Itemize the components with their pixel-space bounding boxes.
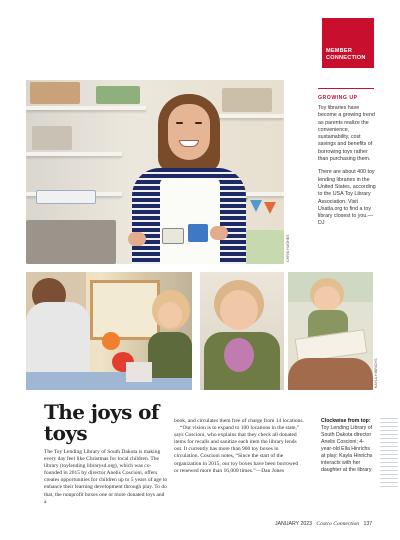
- section-tab: [322, 18, 374, 68]
- photo-children-playing: [26, 272, 192, 390]
- hero-photo: [26, 80, 284, 264]
- photo-girl-with-doll: [200, 272, 284, 390]
- article-col2-p1: book, and circulates them free of charge from 14 locations.: [174, 418, 304, 424]
- section-tab-line1: MEMBER: [326, 48, 353, 54]
- sidebar-paragraph-2: There are about 400 toy lending libraries in the United States, according to the USA Toy Library Association. Visit Usatla.org to find a toy library closest to you.—DJ: [318, 169, 376, 227]
- page-folio: [275, 521, 372, 527]
- photo-caption: [321, 418, 375, 474]
- decorative-hatch: [380, 418, 398, 488]
- caption-body: Toy Lending Library of South Dakota director Anelis Coscioni; 4-year-old Ella Hinrichs at play; Kayla Hinrichs interacts with her daughter at the library.: [321, 425, 373, 473]
- photo-mother-and-daughter: [288, 272, 373, 390]
- section-tab-line2: CONNECTION: [326, 55, 366, 61]
- folio-magazine: Costco Connection: [316, 521, 360, 527]
- article-column-1: [44, 449, 168, 506]
- director-portrait: [114, 94, 254, 264]
- article-column-2: [174, 418, 304, 475]
- folio-page-number: 137: [363, 521, 373, 527]
- caption-lead: Clockwise from top:: [321, 418, 371, 424]
- article-title: The joys of toys: [44, 400, 159, 445]
- sidebar-kicker: GROWING UP: [318, 95, 358, 101]
- photo-credit-hero: CHRIS HUGHES: [286, 234, 290, 262]
- sidebar-rule: [318, 88, 374, 89]
- sidebar-paragraph-1: Toy libraries have become a growing trend as parents realize the convenience, sustainability, cost savings and benefits of borrowing toys rather than purchasing them.: [318, 105, 375, 163]
- sidebar-growing-up: [318, 88, 376, 234]
- folio-date: JANUARY 2023: [275, 521, 313, 527]
- photo-credit-strip: KAYLA HINRICHS: [374, 358, 378, 388]
- article-col2-p2: “Our vision is to expand to 100 locations in the state,” says Coscioni, who explains that they check all donated items for recalls and sanitize each item the library lends out. It currently has more than 900 toy boxes in circulation. Coscioni notes, “Since the start of the organization in 2015, our toy boxes have been borrowed or renewed more than 16,000 times.”—Dan Jones: [174, 425, 300, 474]
- article-col1-text: The Toy Lending Library of South Dakota is making every day feel like Christmas for local children. The library (toylending librarysd.org), which was co-founded in 2015 by director Anelis Coscioni, offers creates opportunities for children up to 5 years of age to enhance their learning development through play. To do that, the nonprofit boxes one or more donated toys and a: [44, 449, 168, 505]
